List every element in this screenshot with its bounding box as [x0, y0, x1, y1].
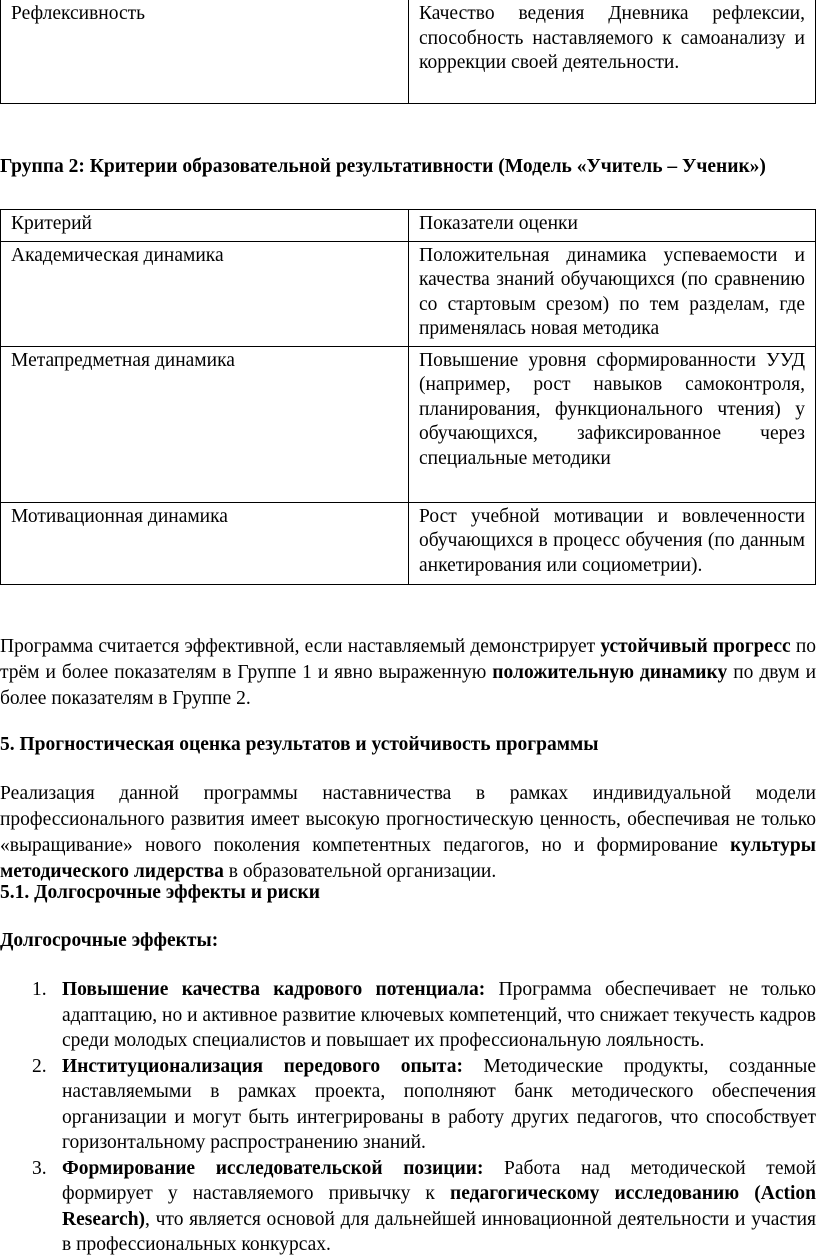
criterion-cell: Рефлексивность	[1, 0, 409, 104]
bold-span: положительную динамику	[492, 662, 728, 683]
criterion-cell: Академическая динамика	[1, 241, 409, 346]
table-row	[1, 0, 816, 104]
criterion-cell: Метапредметная динамика	[1, 346, 409, 502]
text-span: Программа обеспечивает не только адаптацию, но и активное развитие ключевых компетенций, что снижает текучесть кадров среди молодых специалистов и повышает их профессиональную лояльность.	[62, 979, 816, 1051]
indicator-cell: Положительная динамика успеваемости и качества знаний обучающихся (по сравнению со стартовым срезом) по тем разделам, где применялась новая методика	[409, 241, 816, 346]
indicator-cell: Повышение уровня сформированности УУД (например, рост навыков самоконтроля, планирования, функционального чтения) у обучающихся, зафиксированное через специальные методики	[409, 346, 816, 502]
bold-span: педагогическому исследованию (Action Research)	[62, 1183, 816, 1230]
bold-span: культуры методического лидерства	[0, 835, 816, 882]
text-span: Методические продукты, созданные наставляемыми в рамках проекта, пополняют банк методического обеспечения организации и могут быть интегрированы в работу других педагогов, что способствует горизонтальному распространению знаний.	[62, 1055, 816, 1153]
effectiveness-paragraph	[0, 634, 816, 712]
reflexivity-table	[0, 0, 816, 104]
text-span: в образовательной организации.	[223, 861, 497, 882]
section5-intro	[0, 781, 816, 885]
section5-heading: 5. Прогностическая оценка результатов и устойчивость программы	[0, 734, 599, 755]
list-item	[0, 1156, 816, 1258]
bold-span: устойчивый прогресс	[600, 636, 791, 657]
text-span: по трём и более показателям в Группе 1 и явно выраженную	[0, 636, 816, 683]
list-number: 2.	[32, 1055, 47, 1077]
table-header-row	[1, 210, 816, 242]
criterion-cell: Мотивационная динамика	[1, 502, 409, 584]
indicator-cell: Рост учебной мотивации и вовлеченности обучающихся в процесс обучения (по данным анкетирования или социометрии).	[409, 502, 816, 584]
text-span: Реализация данной программы наставничества в рамках индивидуальной модели профессионального развития имеет высокую прогностическую ценность, обеспечивая не только «выращивание» нового поколения компетентных педагогов, но и формирование	[0, 783, 816, 856]
list-number: 1.	[32, 979, 47, 1000]
header-indicator: Показатели оценки	[409, 210, 816, 242]
table-row	[1, 241, 816, 346]
group2-heading: Группа 2: Критерии образовательной результативности (Модель «Учитель – Ученик»)	[0, 156, 766, 177]
indicator-cell: Качество ведения Дневника рефлексии, способность наставляемого к самоанализу и коррекции своей деятельности.	[409, 0, 816, 104]
group2-table	[0, 209, 816, 585]
text-span: по двум и более показателям в Группе 2.	[0, 662, 816, 709]
bold-span: Повышение качества кадрового потенциала:	[62, 979, 486, 1000]
subsection-heading: 5.1. Долгосрочные эффекты и риски	[0, 882, 321, 903]
text-span: Работа над методической темой формирует у наставляемого привычку к	[62, 1157, 816, 1204]
text-span: Программа считается эффективной, если наставляемый демонстрирует	[0, 636, 601, 657]
list-item	[0, 1054, 816, 1156]
effects-heading: Долгосрочные эффекты:	[0, 930, 219, 951]
list-item	[0, 977, 816, 1054]
effects-list	[0, 977, 816, 1258]
bold-span: Институционализация передового опыта:	[62, 1055, 463, 1077]
header-criterion: Критерий	[1, 210, 409, 242]
table-row	[1, 346, 816, 502]
bold-span: Формирование исследовательской позиции:	[62, 1157, 484, 1179]
list-number: 3.	[32, 1157, 47, 1179]
table-row	[1, 502, 816, 584]
text-span: , что является основой для дальнейшей инновационной деятельности и участия в профессиональных конкурсах.	[62, 1208, 816, 1255]
